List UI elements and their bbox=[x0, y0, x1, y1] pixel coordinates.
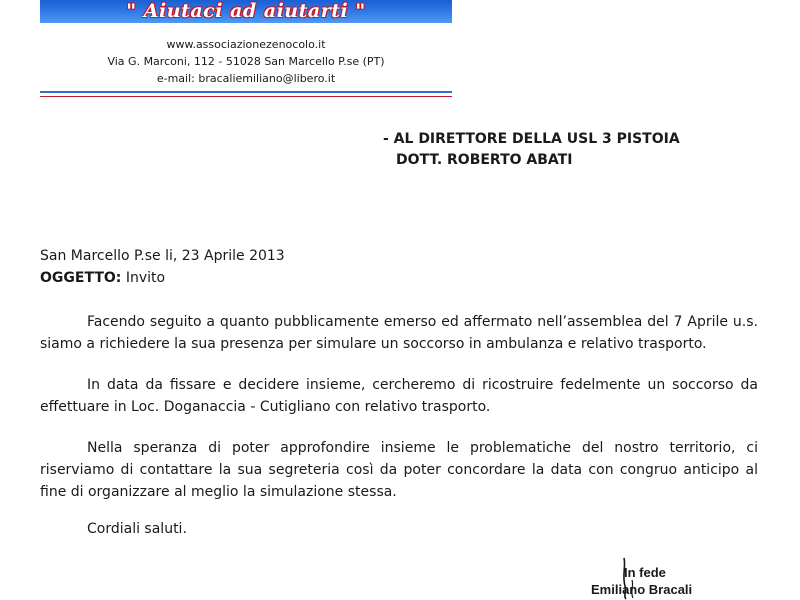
body-paragraph-3: Nella speranza di poter approfondire insieme le problematiche del nostro territorio, ci riserviamo di contattare la sua segreteria così da poter concordare la data con congruo anticipo al fine di organizzare al meglio la simulazione stessa. bbox=[40, 440, 758, 500]
subject-value: Invito bbox=[125, 270, 166, 286]
signature-name: Emiliano Bracali bbox=[591, 582, 693, 597]
handwritten-signature-mark bbox=[618, 556, 642, 600]
banner-stripe bbox=[40, 23, 452, 26]
banner-slogan: " Aiutaci ad aiutarti " bbox=[126, 0, 366, 22]
subject-label: OGGETTO: bbox=[40, 270, 122, 286]
recipient-line-1: - AL DIRETTORE DELLA USL 3 PISTOIA bbox=[383, 131, 680, 147]
letterhead-rule-blue bbox=[40, 91, 452, 93]
letterhead-banner bbox=[40, 0, 452, 26]
body-paragraph-2: In data da fissare e decidere insieme, cercheremo di ricostruire fedelmente un soccorso da effettuare in Loc. Doganaccia - Cutigliano con relativo trasporto. bbox=[40, 377, 758, 415]
subject-line bbox=[40, 270, 165, 286]
signature-line-1: In fede bbox=[624, 565, 666, 580]
letterhead-rule-red bbox=[40, 96, 452, 97]
letterhead-email: e-mail: bracaliemiliano@libero.it bbox=[156, 72, 336, 85]
closing: Cordiali saluti. bbox=[87, 521, 187, 537]
body-paragraph-1: Facendo seguito a quanto pubblicamente emerso ed affermato nell’assemblea del 7 Aprile u.s. siamo a richiedere la sua presenza per simulare un soccorso in ambulanza e relativo trasporto. bbox=[40, 314, 758, 352]
letterhead-website: www.associazionezenocolo.it bbox=[166, 38, 326, 51]
place-date: San Marcello P.se li, 23 Aprile 2013 bbox=[40, 248, 285, 264]
recipient-line-2: DOTT. ROBERTO ABATI bbox=[396, 152, 573, 168]
letterhead-address: Via G. Marconi, 112 - 51028 San Marcello P.se (PT) bbox=[107, 55, 385, 68]
